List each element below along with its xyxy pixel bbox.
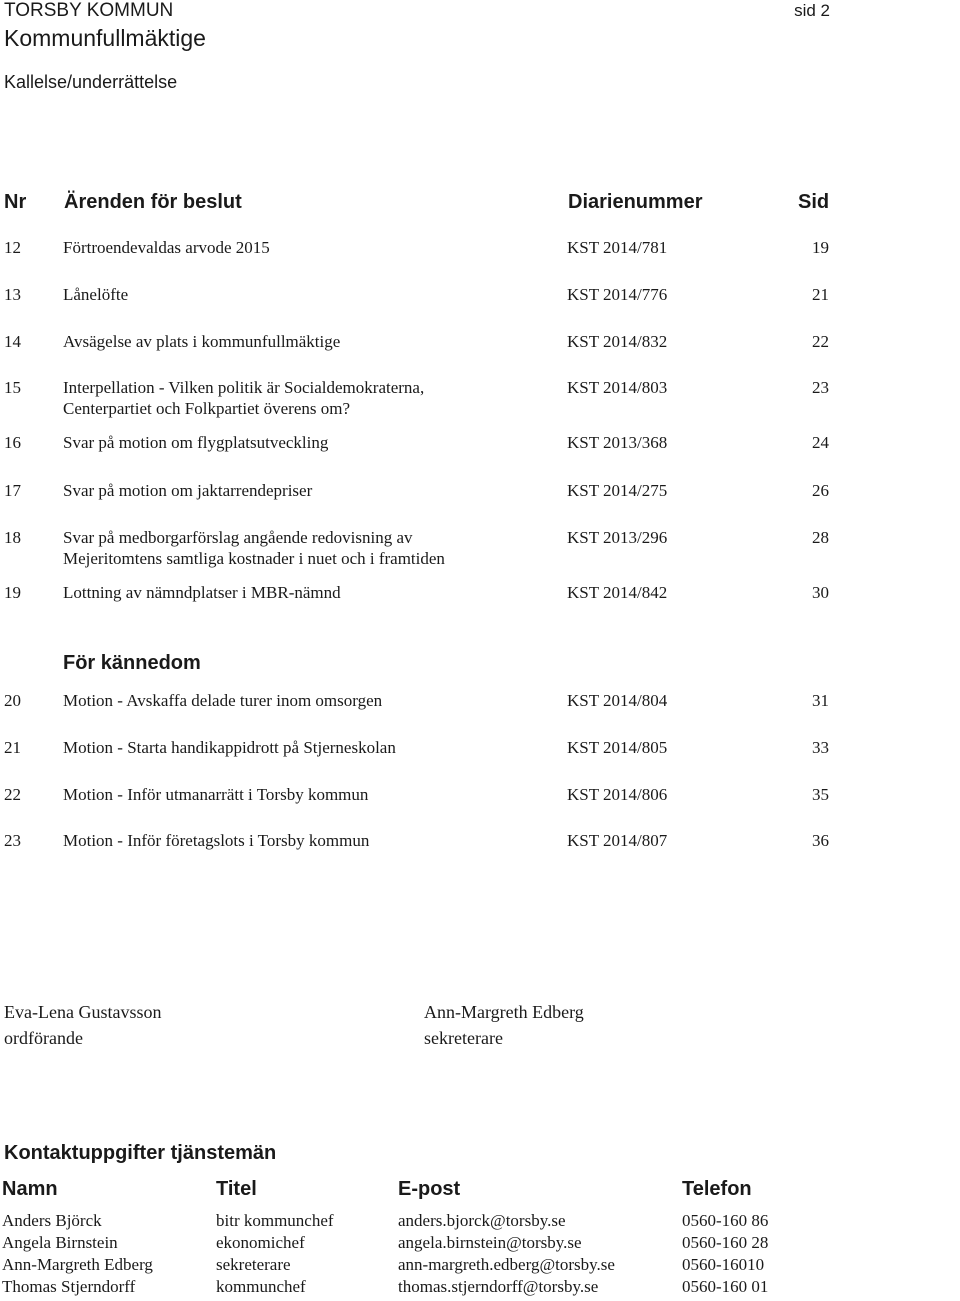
item-number: 23 [4, 831, 21, 850]
item-page: 28 [812, 528, 829, 547]
page-number: sid 2 [794, 1, 830, 20]
contact-title: kommunchef [216, 1277, 306, 1296]
page-title: Kommunfullmäktige [4, 25, 206, 51]
item-number: 22 [4, 785, 21, 804]
contact-name: Thomas Stjerndorff [2, 1277, 136, 1296]
contact-phone: 0560-16010 [682, 1255, 765, 1274]
item-page: 36 [812, 831, 829, 850]
document-type: Kallelse/underrättelse [4, 72, 178, 92]
item-diarienummer: KST 2014/807 [567, 831, 668, 850]
item-diarienummer: KST 2014/776 [567, 285, 668, 304]
item-title: Interpellation - Vilken politik är Socialdemokraterna, Centerpartiet och Folkpartiet överens om? [63, 378, 425, 418]
item-number: 14 [4, 332, 21, 351]
item-page: 26 [812, 481, 829, 500]
contact-title: bitr kommunchef [216, 1211, 334, 1230]
item-number: 19 [4, 583, 21, 602]
contact-email[interactable]: thomas.stjerndorff@torsby.se [398, 1277, 599, 1296]
item-number: 17 [4, 481, 21, 500]
item-title: Svar på medborgarförslag angående redovisning av Mejeritomtens samtliga kostnader i nuet och i framtiden [63, 528, 445, 568]
item-number: 12 [4, 238, 21, 257]
signature-block-chair [4, 999, 161, 1051]
column-header-arende: Ärenden för beslut [64, 191, 242, 213]
contact-name: Angela Birnstein [2, 1233, 118, 1252]
item-diarienummer: KST 2014/832 [567, 332, 668, 351]
org-name: TORSBY KOMMUN [4, 0, 174, 21]
signature-role: ordförande [4, 1028, 83, 1048]
contact-phone: 0560-160 86 [682, 1211, 769, 1230]
contact-name: Ann-Margreth Edberg [2, 1255, 153, 1274]
signature-role: sekreterare [424, 1028, 503, 1048]
item-title: Motion - Starta handikappidrott på Stjerneskolan [63, 738, 396, 757]
contact-title: sekreterare [216, 1255, 291, 1274]
item-page: 23 [812, 378, 829, 397]
contact-title: ekonomichef [216, 1233, 305, 1252]
contact-email[interactable]: angela.birnstein@torsby.se [398, 1233, 582, 1252]
item-number: 16 [4, 433, 21, 452]
item-diarienummer: KST 2014/803 [567, 378, 668, 397]
item-page: 19 [812, 238, 829, 257]
contacts-header-namn: Namn [2, 1178, 58, 1200]
item-title: Avsägelse av plats i kommunfullmäktige [63, 332, 341, 351]
column-header-diarienummer: Diarienummer [568, 191, 703, 213]
contacts-header-epost: E-post [398, 1178, 461, 1200]
item-title: Motion - Inför utmanarrätt i Torsby kommun [63, 785, 369, 804]
item-diarienummer: KST 2014/275 [567, 481, 668, 500]
item-title: Svar på motion om flygplatsutveckling [63, 433, 329, 452]
item-number: 20 [4, 691, 21, 710]
item-diarienummer: KST 2014/781 [567, 238, 668, 257]
contact-email[interactable]: ann-margreth.edberg@torsby.se [398, 1255, 615, 1274]
contacts-heading: Kontaktuppgifter tjänstemän [4, 1142, 277, 1164]
item-diarienummer: KST 2013/296 [567, 528, 668, 547]
signature-name: Ann-Margreth Edberg [424, 1002, 584, 1022]
item-diarienummer: KST 2014/806 [567, 785, 668, 804]
item-page: 21 [812, 285, 829, 304]
item-page: 31 [812, 691, 829, 710]
item-page: 30 [812, 583, 829, 602]
contact-phone: 0560-160 01 [682, 1277, 769, 1296]
item-title: Motion - Inför företagslots i Torsby kommun [63, 831, 370, 850]
item-page: 22 [812, 332, 829, 351]
item-number: 15 [4, 378, 21, 397]
item-diarienummer: KST 2013/368 [567, 433, 668, 452]
item-page: 33 [812, 738, 829, 757]
item-title: Lottning av nämndplatser i MBR-nämnd [63, 583, 341, 602]
item-page: 35 [812, 785, 829, 804]
signature-block-secretary [424, 999, 584, 1051]
item-number: 18 [4, 528, 21, 547]
item-diarienummer: KST 2014/842 [567, 583, 668, 602]
item-diarienummer: KST 2014/805 [567, 738, 668, 757]
item-title: Lånelöfte [63, 285, 129, 304]
item-page: 24 [812, 433, 829, 452]
contact-email[interactable]: anders.bjorck@torsby.se [398, 1211, 566, 1230]
contacts-header-telefon: Telefon [682, 1178, 752, 1200]
contacts-header-titel: Titel [216, 1178, 257, 1200]
section-heading-kannedom: För kännedom [63, 652, 201, 674]
contact-name: Anders Björck [2, 1211, 102, 1230]
contact-phone: 0560-160 28 [682, 1233, 769, 1252]
item-title: Motion - Avskaffa delade turer inom omsorgen [63, 691, 383, 710]
item-title: Svar på motion om jaktarrendepriser [63, 481, 313, 500]
item-number: 13 [4, 285, 21, 304]
column-header-nr: Nr [4, 191, 27, 213]
item-title: Förtroendevaldas arvode 2015 [63, 238, 270, 257]
signature-name: Eva-Lena Gustavsson [4, 1002, 162, 1022]
item-diarienummer: KST 2014/804 [567, 691, 668, 710]
item-number: 21 [4, 738, 21, 757]
column-header-sid: Sid [798, 191, 830, 213]
